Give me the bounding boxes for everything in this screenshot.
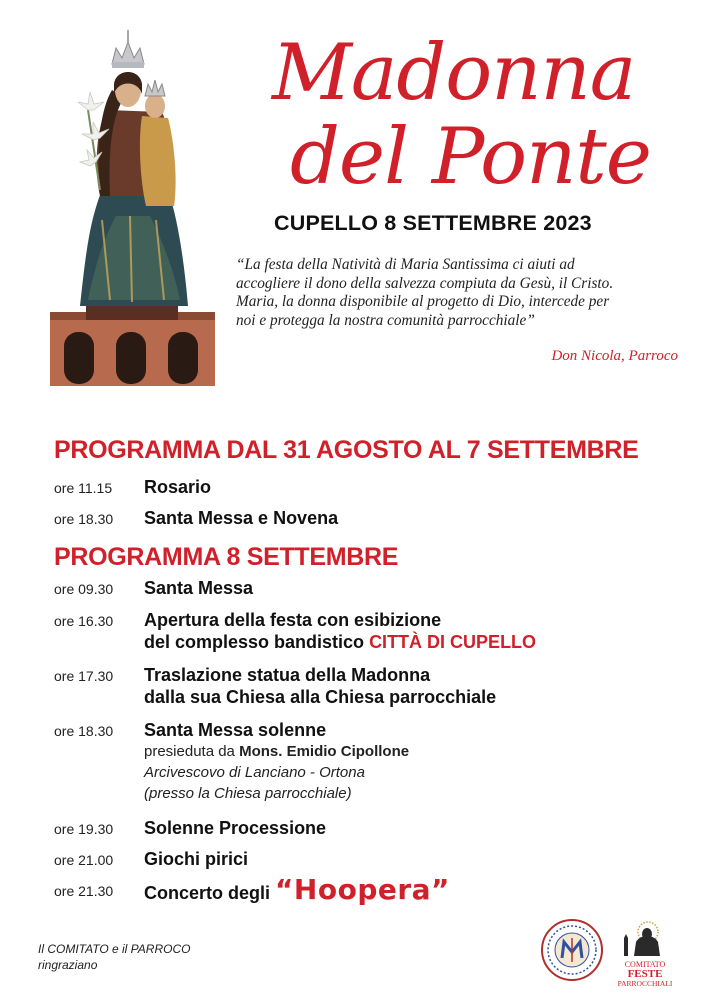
band-name: CITTÀ DI CUPELLO xyxy=(369,632,537,652)
event-date-subtitle: CUPELLO 8 SETTEMBRE 2023 xyxy=(274,211,592,235)
confraternity-seal-icon xyxy=(540,918,604,982)
thanks-line: Il COMITATO e il PARROCO xyxy=(38,942,191,956)
event-title: Santa Messa xyxy=(144,578,254,598)
band-name-hoopera: “Hoopera” xyxy=(275,873,450,906)
madonna-statue-image xyxy=(50,20,220,390)
event-title: Santa Messa solenne xyxy=(144,720,327,740)
event-title-line xyxy=(144,873,450,906)
celebrant-name: Mons. Emidio Cipollone xyxy=(239,743,410,760)
program-heading-novena: PROGRAMMA DAL 31 AGOSTO AL 7 SETTEMBRE xyxy=(54,436,639,464)
quote-line: accogliere il dono della salvezza compiuta da Gesù, il Cristo. xyxy=(236,274,614,292)
event-time: ore 18.30 xyxy=(54,723,114,739)
thanks-line: ringraziano xyxy=(38,958,98,972)
event-time: ore 21.00 xyxy=(54,852,114,868)
quote-signature: Don Nicola, Parroco xyxy=(551,348,678,364)
event-title-line2: dalla sua Chiesa alla Chiesa parrocchiale xyxy=(144,687,497,707)
detail-text: presieduta da xyxy=(144,743,240,760)
event-time: ore 11.15 xyxy=(54,480,113,496)
location-text: (presso la Chiesa parrocchiale) xyxy=(144,785,352,802)
event-title: Rosario xyxy=(144,477,212,497)
event-text: del complesso bandistico xyxy=(144,632,370,652)
committee-logo xyxy=(614,920,676,988)
event-title: Santa Messa e Novena xyxy=(144,508,339,528)
event-title-line2 xyxy=(144,631,536,653)
event-title: Concerto degli xyxy=(144,883,276,903)
quote-line: “La festa della Natività di Maria Santissima ci aiuti ad xyxy=(236,256,575,273)
event-time: ore 21.30 xyxy=(54,883,114,899)
celebrant-role xyxy=(144,762,409,783)
event-title: Apertura della festa con esibizione xyxy=(144,610,442,630)
event-title: Giochi pirici xyxy=(144,849,249,869)
event-title: Traslazione statua della Madonna xyxy=(144,665,431,685)
celebrant-line xyxy=(144,741,409,762)
event-block xyxy=(144,664,496,708)
event-block xyxy=(144,719,409,804)
event-title: Solenne Processione xyxy=(144,818,327,838)
parish-quote xyxy=(236,256,682,330)
event-time: ore 19.30 xyxy=(54,821,114,837)
logo-line1: COMITATO xyxy=(624,960,666,969)
mass-location xyxy=(144,783,409,804)
event-time: ore 16.30 xyxy=(54,613,114,629)
role-text: Arcivescovo di Lanciano - Ortona xyxy=(144,764,365,781)
logo-line3: PARROCCHIALI xyxy=(617,979,673,988)
logo-line2: FESTE xyxy=(627,968,663,980)
quote-line: noi e protegga la nostra comunità parrocchiale” xyxy=(236,311,535,329)
event-block xyxy=(144,609,536,653)
page-title-line2: del Ponte xyxy=(290,112,651,202)
page-title-line1: Madonna xyxy=(272,28,636,118)
thanks-note xyxy=(38,941,190,973)
quote-line: Maria, la donna disponibile al progetto di Dio, intercede per xyxy=(236,293,610,310)
church-silhouette-icon xyxy=(614,920,676,956)
program-heading-feast-day: PROGRAMMA 8 SETTEMBRE xyxy=(54,543,399,571)
event-time: ore 18.30 xyxy=(54,511,114,527)
event-time: ore 09.30 xyxy=(54,581,114,597)
event-time: ore 17.30 xyxy=(54,668,114,684)
